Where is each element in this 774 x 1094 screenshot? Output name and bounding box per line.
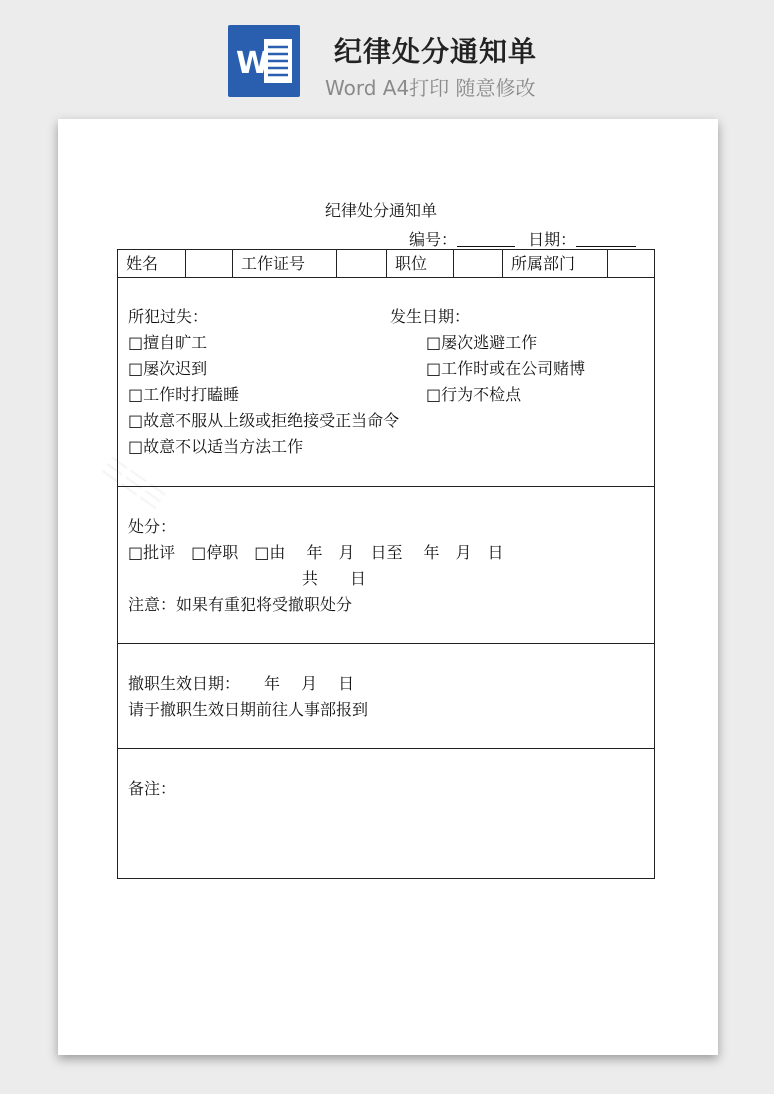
violations-section	[118, 277, 654, 487]
violation-option[interactable]: □屡次迟到	[128, 359, 208, 378]
violations-label: 所犯过失：	[128, 307, 209, 326]
page-subtitle: Word A4打印 随意修改	[325, 76, 536, 100]
violation-option[interactable]: □故意不服从上级或拒绝接受正当命令	[128, 411, 400, 430]
name-value-cell[interactable]	[186, 250, 233, 277]
date-label: 日期：	[528, 230, 577, 249]
number-date-line	[409, 227, 636, 250]
number-label: 编号：	[409, 230, 458, 249]
number-blank[interactable]	[457, 230, 515, 247]
word-document-icon	[228, 25, 300, 97]
id-label-cell: 工作证号	[233, 250, 337, 277]
department-value-cell[interactable]	[608, 250, 654, 277]
document-page	[58, 119, 718, 1055]
punishment-total-days: 共 日	[302, 569, 367, 588]
name-label-cell: 姓名	[118, 250, 186, 277]
department-label-cell: 所属部门	[503, 250, 608, 277]
punishment-options[interactable]: □批评 □停职 □由 年 月 日至 年 月 日	[128, 543, 504, 562]
violation-option[interactable]: □工作时或在公司赌博	[426, 359, 586, 378]
word-icon-letter: W	[236, 46, 270, 81]
violation-option[interactable]: □行为不检点	[426, 385, 522, 404]
position-value-cell[interactable]	[454, 250, 503, 277]
remarks-section	[118, 749, 654, 878]
occurrence-date-label: 发生日期：	[390, 307, 471, 326]
punishment-note: 注意：如果有重犯将受撤职处分	[128, 595, 353, 614]
position-label-cell: 职位	[387, 250, 454, 277]
header-banner	[0, 0, 774, 110]
form-table	[117, 249, 655, 879]
dismissal-section	[118, 644, 654, 749]
violation-option[interactable]: □故意不以适当方法工作	[128, 437, 304, 456]
header-row	[118, 250, 654, 278]
page-title: 纪律处分通知单	[334, 35, 538, 68]
date-blank[interactable]	[576, 230, 636, 247]
id-value-cell[interactable]	[337, 250, 387, 277]
violation-option[interactable]: □擅自旷工	[128, 333, 208, 352]
violation-option[interactable]: □屡次逃避工作	[426, 333, 538, 352]
violation-option[interactable]: □工作时打瞌睡	[128, 385, 240, 404]
document-title: 纪律处分通知单	[325, 201, 438, 220]
punishment-section	[118, 487, 654, 644]
remarks-label: 备注：	[128, 779, 177, 798]
dismissal-date-line: 撤职生效日期： 年 月 日	[128, 674, 355, 693]
dismissal-instruction: 请于撤职生效日期前往人事部报到	[128, 700, 369, 719]
punishment-label: 处分：	[128, 517, 177, 536]
